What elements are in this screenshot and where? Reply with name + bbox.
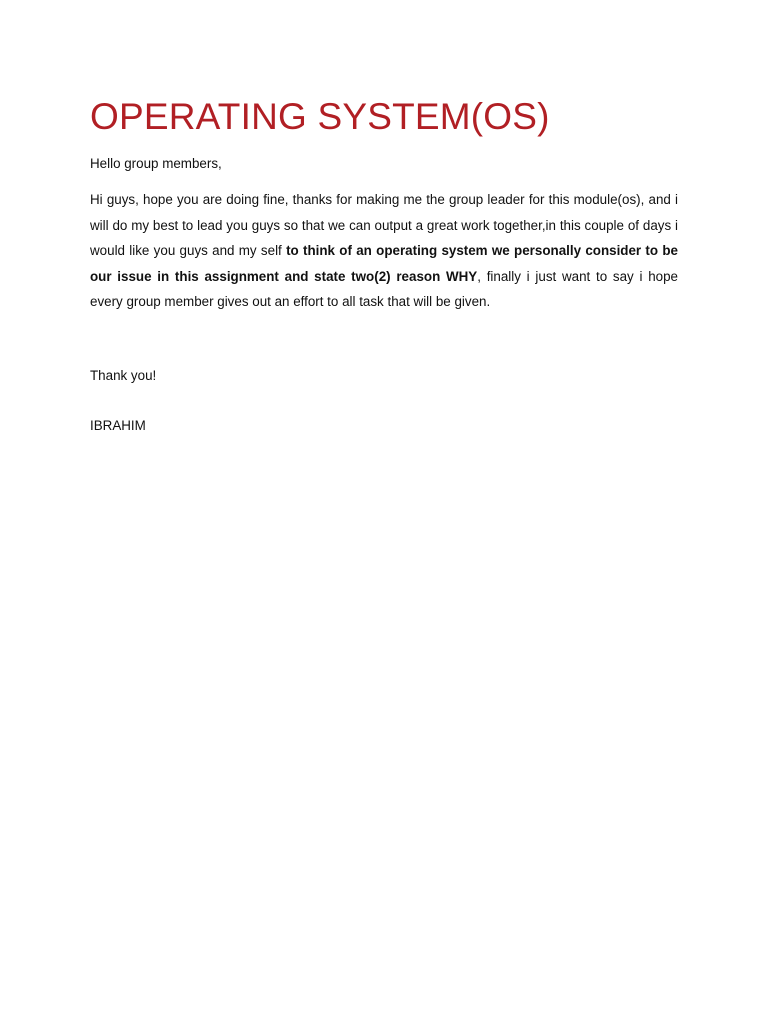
body-text-part1: Hi guys, hope you are doing fine, thanks for making me the group leader for this module(os), and i will do my best to lead you guys so that we can output a great work together,in this couple of days i would like you guys and my self (90, 192, 678, 258)
closing-line: Thank you! (90, 367, 157, 383)
body-paragraph (90, 187, 678, 315)
signature: IBRAHIM (90, 417, 146, 433)
document-title: OPERATING SYSTEM(OS) (90, 96, 550, 137)
body-text-bold: to think of an operating system we personally consider to be our issue in this assignment and state two(2) reason WHY (90, 243, 678, 284)
document-page (90, 92, 678, 435)
body-text-part2: , finally i just want to say i hope every group member gives out an effort to all task that will be given. (90, 268, 678, 309)
greeting-line: Hello group members, (90, 156, 222, 171)
